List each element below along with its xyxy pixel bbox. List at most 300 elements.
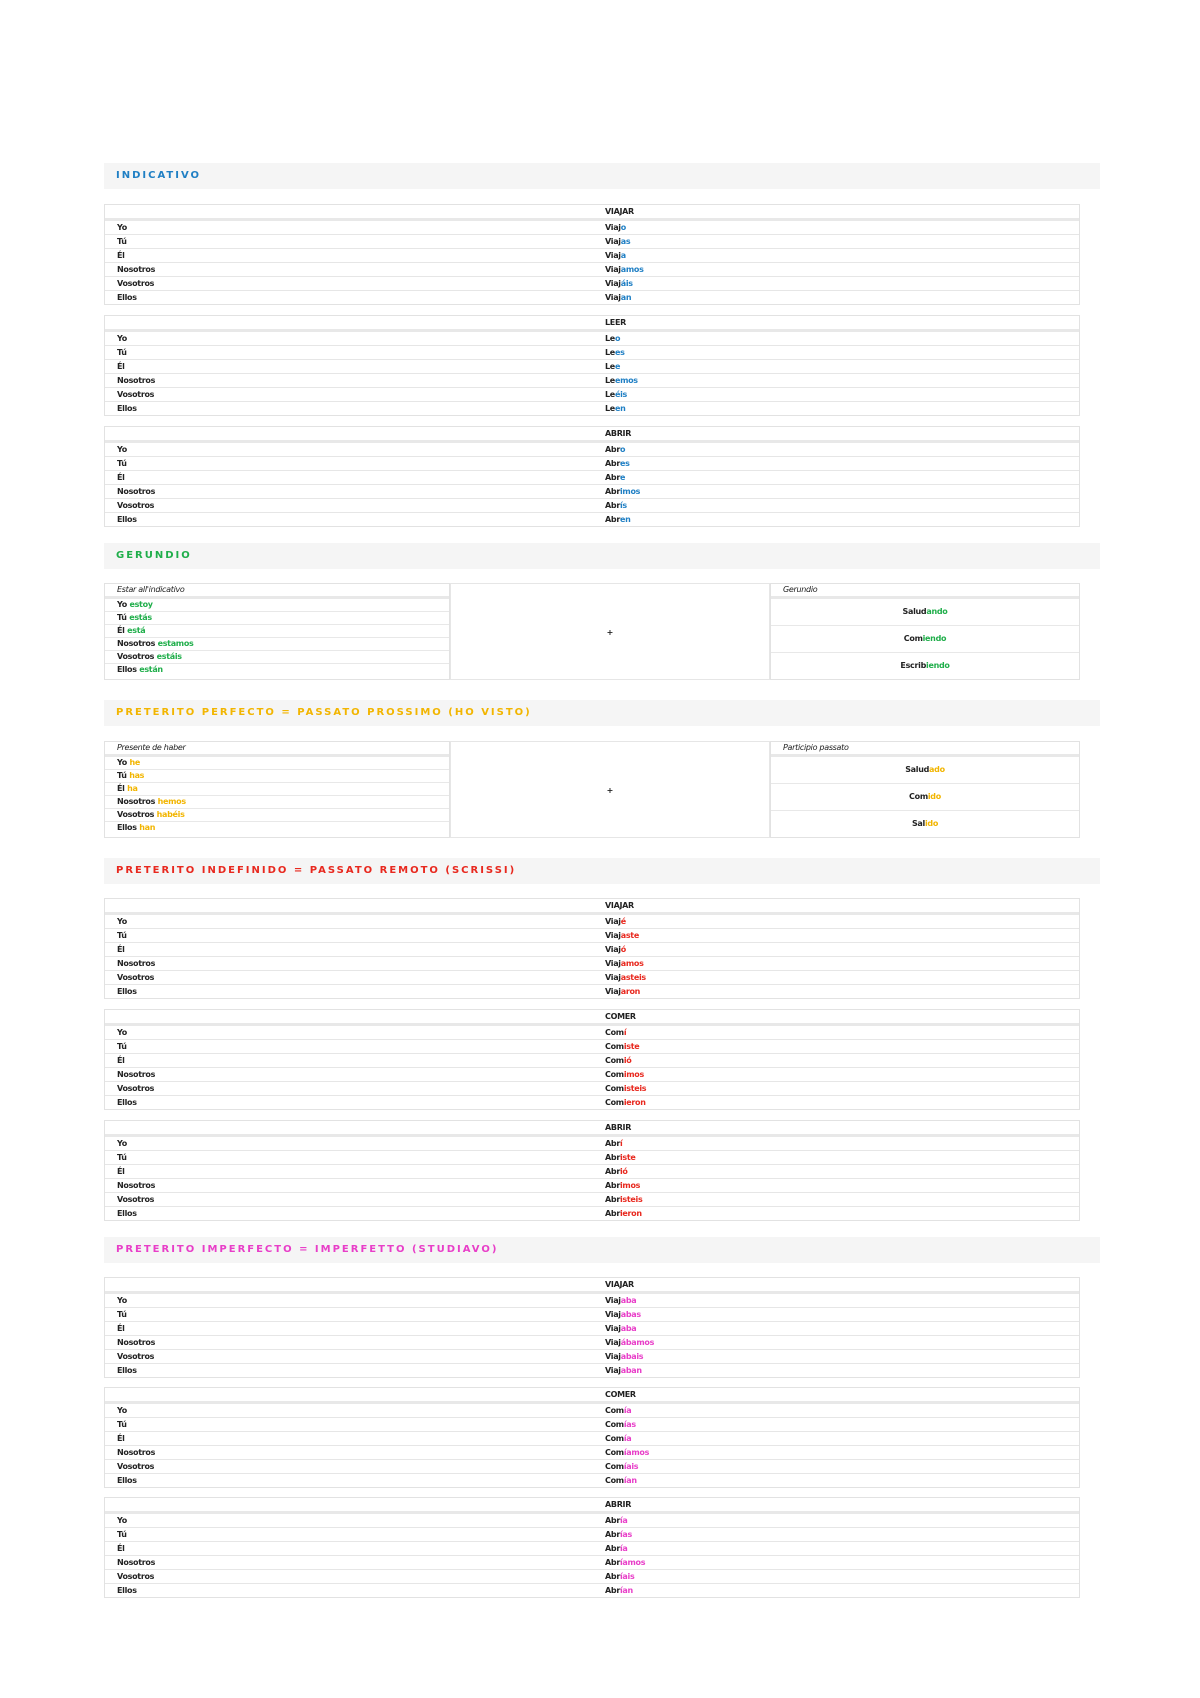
form-row (771, 757, 1079, 784)
pronoun-cell: Yo (117, 917, 127, 926)
pronoun-cell: Ellos (117, 987, 137, 996)
table-header-row (105, 899, 1079, 915)
pronoun-cell: Tú (117, 1530, 127, 1539)
table-row (105, 957, 1079, 971)
pronoun-cell: Ellos (117, 1209, 137, 1218)
auxiliary-form: han (139, 823, 156, 832)
verb-stem: Le (605, 362, 615, 371)
auxiliary-row (105, 625, 449, 638)
verb-stem: Viaj (605, 973, 621, 982)
conjugation-cell (605, 1336, 654, 1349)
verb-header: VIAJAR (605, 207, 634, 216)
verb-ending: íais (623, 1462, 639, 1471)
table-row (105, 1151, 1079, 1165)
table-row (105, 1207, 1079, 1220)
verb-ending: abas (620, 1310, 641, 1319)
table-row (105, 1514, 1079, 1528)
verb-ending: abais (620, 1352, 644, 1361)
table-row (105, 332, 1079, 346)
verb-stem: Abr (605, 1153, 620, 1162)
table-row (105, 1474, 1079, 1487)
conjugation-cell (605, 263, 644, 276)
verb-stem: Le (605, 390, 615, 399)
conjugation-cell (605, 1294, 636, 1307)
conjugation-cell (605, 1460, 638, 1473)
verb-ending: ías (623, 1420, 636, 1429)
verb-ending: an (620, 293, 632, 302)
verb-stem: Viaj (605, 945, 621, 954)
verb-stem: Viaj (605, 1310, 621, 1319)
conjugation-table (104, 1387, 1080, 1488)
table-row (105, 1082, 1079, 1096)
verb-stem: Viaj (605, 223, 621, 232)
conjugation-cell (605, 1432, 631, 1445)
pronoun-cell: Él (117, 1056, 125, 1065)
auxiliary-row (105, 809, 449, 822)
pronoun-cell: Nosotros (117, 1558, 156, 1567)
table-row (105, 1054, 1079, 1068)
verb-header: ABRIR (605, 429, 632, 438)
pronoun-cell: Vosotros (117, 1084, 155, 1093)
pronoun: Vosotros (117, 652, 155, 661)
table-row (105, 1165, 1079, 1179)
verb-ending: íais (619, 1572, 635, 1581)
verb-ending: as (620, 237, 631, 246)
pronoun-cell: Vosotros (117, 1572, 155, 1581)
table-row (105, 374, 1079, 388)
verb-ending: ían (619, 1586, 633, 1595)
conjugation-cell (605, 485, 640, 498)
conjugation-cell (605, 915, 626, 928)
form-ending: ando (926, 607, 948, 616)
pronoun: Nosotros (117, 797, 156, 806)
verb-stem: Viaj (605, 959, 621, 968)
verb-stem: Com (605, 1406, 624, 1415)
verb-ending: aste (620, 931, 639, 940)
pronoun-cell: Yo (117, 223, 127, 232)
verb-stem: Abr (605, 1544, 620, 1553)
auxiliary-form: estoy (129, 600, 153, 609)
table-row (105, 943, 1079, 957)
verb-header: ABRIR (605, 1123, 632, 1132)
verb-header: COMER (605, 1012, 636, 1021)
verb-ending: e (619, 473, 626, 482)
table-header-row (105, 205, 1079, 221)
verb-ending: o (619, 445, 626, 454)
form-ending: ado (929, 765, 945, 774)
verb-ending: isteis (619, 1195, 643, 1204)
form-row (771, 811, 1079, 837)
section-title: PRETERITO PERFECTO = PASSATO PROSSIMO (HO VISTO) (116, 707, 532, 718)
verb-stem: Viaj (605, 293, 621, 302)
pronoun-cell: Nosotros (117, 1181, 156, 1190)
verb-ending: es (614, 348, 625, 357)
verb-ending: a (620, 251, 626, 260)
auxiliary-form: he (129, 758, 140, 767)
conjugation-table (104, 426, 1080, 527)
perfecto-table (104, 741, 1080, 838)
auxiliary-column (104, 741, 450, 838)
verb-stem: Com (605, 1028, 624, 1037)
conjugation-cell (605, 1137, 622, 1150)
table-row (105, 1322, 1079, 1336)
pronoun: Tú (117, 613, 127, 622)
pronoun-cell: Nosotros (117, 487, 156, 496)
verb-ending: íamos (623, 1448, 650, 1457)
section-header-imperfecto (104, 1237, 1100, 1263)
verb-stem: Abr (605, 1195, 620, 1204)
conjugation-cell (605, 1179, 640, 1192)
verb-stem: Viaj (605, 1338, 621, 1347)
verb-ending: ó (620, 945, 626, 954)
auxiliary-row (105, 612, 449, 625)
conjugation-cell (605, 374, 638, 387)
pronoun-cell: Él (117, 945, 125, 954)
table-row (105, 985, 1079, 998)
verb-stem: Abr (605, 1530, 620, 1539)
conjugation-cell (605, 443, 625, 456)
pronoun-cell: Tú (117, 348, 127, 357)
conjugation-cell (605, 249, 626, 262)
pronoun-cell: Tú (117, 459, 127, 468)
conjugation-cell (605, 1193, 642, 1206)
form-header: Participio passato (771, 742, 1079, 757)
pronoun-cell: Ellos (117, 1586, 137, 1595)
pronoun-cell: Yo (117, 1516, 127, 1525)
verb-ending: í (619, 1139, 623, 1148)
table-row (105, 1193, 1079, 1207)
verb-ending: e (614, 362, 621, 371)
table-row (105, 485, 1079, 499)
verb-ending: éis (614, 390, 627, 399)
form-stem: Com (903, 634, 923, 643)
pronoun-cell: Él (117, 251, 125, 260)
form-column (770, 583, 1080, 680)
table-row (105, 915, 1079, 929)
verb-ending: íamos (619, 1558, 646, 1567)
conjugation-cell (605, 985, 640, 998)
verb-ending: í (623, 1028, 627, 1037)
pronoun-cell: Nosotros (117, 265, 156, 274)
conjugation-cell (605, 1474, 637, 1487)
conjugation-cell (605, 1542, 628, 1555)
verb-stem: Abr (605, 1167, 620, 1176)
table-row (105, 1418, 1079, 1432)
verb-stem: Com (605, 1056, 624, 1065)
conjugation-table (104, 898, 1080, 999)
plus-sign: + (450, 741, 770, 838)
verb-stem: Com (605, 1042, 624, 1051)
verb-ending: é (620, 917, 626, 926)
verb-stem: Com (605, 1098, 624, 1107)
verb-stem: Viaj (605, 265, 621, 274)
table-header-row (105, 1010, 1079, 1026)
conjugation-table (104, 1009, 1080, 1110)
verb-header: ABRIR (605, 1500, 632, 1509)
conjugation-cell (605, 388, 627, 401)
conjugation-cell (605, 1418, 636, 1431)
pronoun-cell: Nosotros (117, 959, 156, 968)
form-stem: Salud (905, 765, 930, 774)
verb-stem: Le (605, 404, 615, 413)
auxiliary-row (105, 822, 449, 834)
verb-ending: ía (619, 1544, 628, 1553)
auxiliary-form: estás (129, 613, 152, 622)
pronoun-cell: Vosotros (117, 973, 155, 982)
pronoun-cell: Tú (117, 1042, 127, 1051)
conjugation-cell (605, 277, 633, 290)
verb-stem: Com (605, 1070, 624, 1079)
table-row (105, 346, 1079, 360)
table-row (105, 1026, 1079, 1040)
table-row (105, 457, 1079, 471)
table-row (105, 402, 1079, 415)
form-stem: Com (909, 792, 928, 801)
auxiliary-form: está (127, 626, 146, 635)
auxiliary-form: has (129, 771, 145, 780)
verb-ending: emos (614, 376, 638, 385)
form-ending: iendo (926, 661, 950, 670)
pronoun: Yo (117, 758, 127, 767)
section-header-indefinido (104, 858, 1100, 884)
pronoun-cell: Tú (117, 237, 127, 246)
pronoun-cell: Vosotros (117, 1352, 155, 1361)
verb-stem: Abr (605, 1572, 620, 1581)
table-row (105, 1404, 1079, 1418)
table-row (105, 1584, 1079, 1597)
pronoun-cell: Él (117, 473, 125, 482)
auxiliary-header: Estar all'indicativo (105, 584, 449, 599)
table-header-row (105, 316, 1079, 332)
conjugation-cell (605, 1207, 642, 1220)
verb-stem: Viaj (605, 1366, 621, 1375)
pronoun-cell: Tú (117, 1420, 127, 1429)
conjugation-cell (605, 971, 646, 984)
pronoun-cell: Vosotros (117, 279, 155, 288)
pronoun-cell: Yo (117, 1406, 127, 1415)
verb-ending: ábamos (620, 1338, 655, 1347)
verb-stem: Le (605, 334, 615, 343)
auxiliary-form: hemos (157, 797, 186, 806)
table-row (105, 1068, 1079, 1082)
section-header-indicativo (104, 163, 1100, 189)
pronoun-cell: Ellos (117, 404, 137, 413)
table-row (105, 277, 1079, 291)
verb-header: COMER (605, 1390, 636, 1399)
verb-stem: Com (605, 1476, 624, 1485)
conjugation-cell (605, 1446, 649, 1459)
table-row (105, 1570, 1079, 1584)
conjugation-cell (605, 499, 627, 512)
section-title: PRETERITO IMPERFECTO = IMPERFETTO (STUDIAVO) (116, 1244, 499, 1255)
auxiliary-row (105, 770, 449, 783)
table-row (105, 1528, 1079, 1542)
form-row (771, 784, 1079, 811)
verb-ending: amos (620, 265, 644, 274)
form-stem: Sal (911, 819, 925, 828)
auxiliary-form: estáis (156, 652, 182, 661)
conjugation-cell (605, 943, 626, 956)
table-header-row (105, 1121, 1079, 1137)
conjugation-cell (605, 291, 631, 304)
pronoun-cell: Él (117, 362, 125, 371)
verb-ending: áis (620, 279, 633, 288)
conjugation-cell (605, 513, 631, 526)
auxiliary-header: Presente de haber (105, 742, 449, 757)
verb-ending: imos (619, 1181, 641, 1190)
auxiliary-row (105, 651, 449, 664)
table-row (105, 1040, 1079, 1054)
conjugation-cell (605, 1514, 628, 1527)
verb-stem: Abr (605, 501, 620, 510)
verb-ending: ís (619, 501, 627, 510)
conjugation-cell (605, 1570, 634, 1583)
conjugation-cell (605, 1040, 639, 1053)
pronoun-cell: Ellos (117, 293, 137, 302)
conjugation-cell (605, 360, 620, 373)
table-row (105, 1294, 1079, 1308)
conjugation-cell (605, 332, 620, 345)
plus-sign: + (450, 583, 770, 680)
verb-ending: iste (619, 1153, 636, 1162)
conjugation-cell (605, 1054, 631, 1067)
auxiliary-row (105, 638, 449, 651)
pronoun-cell: Vosotros (117, 501, 155, 510)
verb-ending: imos (619, 487, 641, 496)
table-row (105, 513, 1079, 526)
auxiliary-row (105, 599, 449, 612)
verb-stem: Abr (605, 473, 620, 482)
table-row (105, 1179, 1079, 1193)
pronoun-cell: Yo (117, 1296, 127, 1305)
table-row (105, 1446, 1079, 1460)
conjugation-cell (605, 929, 639, 942)
verb-ending: ieron (619, 1209, 642, 1218)
verb-stem: Viaj (605, 279, 621, 288)
verb-header: LEER (605, 318, 626, 327)
verb-ending: aron (620, 987, 641, 996)
pronoun-cell: Ellos (117, 1098, 137, 1107)
verb-ending: en (619, 515, 631, 524)
conjugation-cell (605, 235, 630, 248)
verb-stem: Abr (605, 1586, 620, 1595)
auxiliary-row (105, 664, 449, 676)
pronoun-cell: Vosotros (117, 1195, 155, 1204)
conjugation-cell (605, 346, 625, 359)
pronoun-cell: Vosotros (117, 390, 155, 399)
verb-ending: en (614, 404, 626, 413)
pronoun-cell: Nosotros (117, 1448, 156, 1457)
verb-ending: asteis (620, 973, 646, 982)
table-row (105, 221, 1079, 235)
conjugation-table (104, 315, 1080, 416)
pronoun: Yo (117, 600, 127, 609)
pronoun-cell: Ellos (117, 1476, 137, 1485)
pronoun-cell: Él (117, 1167, 125, 1176)
pronoun-cell: Tú (117, 1310, 127, 1319)
verb-stem: Abr (605, 459, 620, 468)
table-row (105, 929, 1079, 943)
pronoun: Ellos (117, 665, 137, 674)
form-header: Gerundio (771, 584, 1079, 599)
auxiliary-column (104, 583, 450, 680)
verb-stem: Abr (605, 1558, 620, 1567)
conjugation-cell (605, 1350, 643, 1363)
verb-ending: o (614, 334, 621, 343)
verb-ending: imos (623, 1070, 644, 1079)
pronoun-cell: Nosotros (117, 376, 156, 385)
table-header-row (105, 1498, 1079, 1514)
verb-ending: o (620, 223, 626, 232)
pronoun: Él (117, 784, 125, 793)
verb-stem: Viaj (605, 251, 621, 260)
pronoun: Nosotros (117, 639, 156, 648)
auxiliary-row (105, 783, 449, 796)
pronoun-cell: Nosotros (117, 1070, 156, 1079)
conjugation-cell (605, 471, 625, 484)
verb-stem: Viaj (605, 1352, 621, 1361)
table-row (105, 1308, 1079, 1322)
pronoun-cell: Él (117, 1324, 125, 1333)
pronoun: Él (117, 626, 125, 635)
table-row (105, 263, 1079, 277)
form-column (770, 741, 1080, 838)
pronoun-cell: Nosotros (117, 1338, 156, 1347)
verb-ending: ía (619, 1516, 628, 1525)
table-row (105, 1096, 1079, 1109)
verb-stem: Abr (605, 1139, 620, 1148)
verb-stem: Le (605, 348, 615, 357)
verb-stem: Viaj (605, 931, 621, 940)
conjugation-table (104, 1277, 1080, 1378)
conjugation-table (104, 204, 1080, 305)
pronoun-cell: Yo (117, 1139, 127, 1148)
pronoun-cell: Yo (117, 1028, 127, 1037)
form-ending: ido (924, 819, 939, 828)
verb-stem: Abr (605, 1516, 620, 1525)
verb-header: VIAJAR (605, 901, 634, 910)
table-row (105, 1460, 1079, 1474)
verb-ending: isteis (623, 1084, 647, 1093)
table-header-row (105, 1278, 1079, 1294)
table-row (105, 1432, 1079, 1446)
conjugation-cell (605, 1322, 636, 1335)
form-row (771, 599, 1079, 626)
verb-ending: ían (623, 1476, 637, 1485)
pronoun-cell: Yo (117, 334, 127, 343)
verb-stem: Abr (605, 1181, 620, 1190)
pronoun-cell: Tú (117, 931, 127, 940)
table-row (105, 499, 1079, 513)
pronoun: Ellos (117, 823, 137, 832)
verb-stem: Viaj (605, 1296, 621, 1305)
table-row (105, 971, 1079, 985)
form-row (771, 626, 1079, 653)
table-row (105, 388, 1079, 402)
conjugation-cell (605, 1026, 626, 1039)
pronoun-cell: Vosotros (117, 1462, 155, 1471)
verb-stem: Com (605, 1462, 624, 1471)
pronoun-cell: Él (117, 1544, 125, 1553)
verb-ending: ías (619, 1530, 632, 1539)
conjugation-cell (605, 1165, 628, 1178)
verb-ending: ía (623, 1434, 632, 1443)
form-ending: ido (927, 792, 941, 801)
conjugation-cell (605, 1151, 636, 1164)
conjugation-cell (605, 1584, 633, 1597)
auxiliary-form: estamos (157, 639, 194, 648)
section-header-perfecto (104, 700, 1100, 726)
